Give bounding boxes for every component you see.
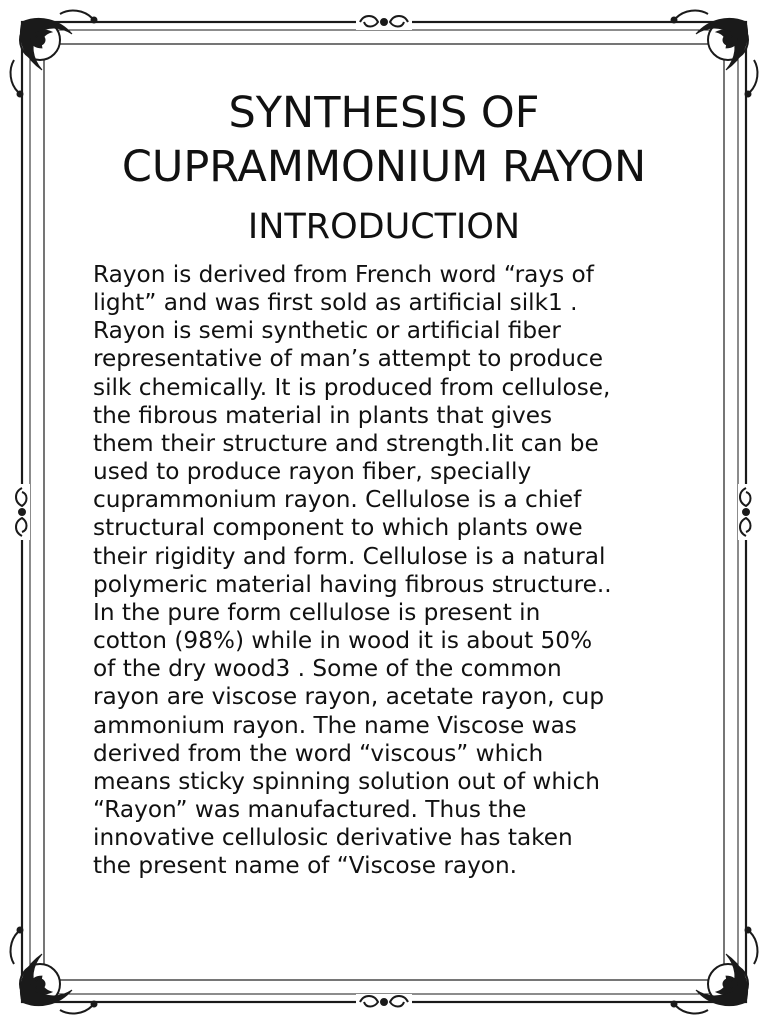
text-line: structural component to which plants owe: [93, 514, 583, 542]
edge-ornament-left: [14, 484, 30, 540]
text-line: polymeric material having fibrous structure..: [93, 570, 612, 598]
edge-ornament-right: [738, 484, 754, 540]
text-line: the present name of “Viscose rayon.: [93, 852, 518, 880]
text-line: them their structure and strength.Iit can be: [93, 429, 599, 457]
text-line: light” and was first sold as artificial silk1 .: [93, 289, 578, 317]
corner-ornament-top-left: [11, 11, 97, 97]
text-line: the fibrous material in plants that gives: [93, 401, 553, 429]
corner-ornament-bottom-left: [11, 927, 97, 1013]
text-line: ammonium rayon. The name Viscose was: [93, 711, 577, 739]
text-line: Rayon is derived from French word “rays of: [93, 261, 594, 288]
corner-ornament-top-right: [671, 11, 757, 97]
text-line: of the dry wood3 . Some of the common: [93, 655, 562, 683]
text-line: “Rayon” was manufactured. Thus the: [93, 795, 527, 823]
text-line: innovative cellulosic derivative has taken: [93, 824, 573, 852]
text-line: In the pure form cellulose is present in: [93, 598, 541, 626]
text-line: derived from the word “viscous” which: [93, 739, 544, 767]
text-line: silk chemically. It is produced from cellulose,: [93, 373, 611, 401]
text-line: cotton (98%) while in wood it is about 50%: [93, 627, 593, 655]
text-line: representative of man’s attempt to produce: [93, 345, 603, 373]
text-line: their rigidity and form. Cellulose is a natural: [93, 542, 606, 570]
title-line: SYNTHESIS OF: [228, 88, 540, 138]
body-paragraph: [93, 261, 693, 880]
edge-ornament-bottom: [356, 994, 412, 1010]
text-line: used to produce rayon fiber, specially: [93, 458, 532, 486]
text-line: Rayon is semi synthetic or artificial fiber: [93, 317, 561, 345]
section-heading: INTRODUCTION: [247, 207, 521, 247]
text-line: means sticky spinning solution out of which: [93, 767, 600, 795]
edge-ornament-top: [356, 14, 412, 30]
title-line: CUPRAMMONIUM RAYON: [121, 142, 647, 192]
corner-ornament-bottom-right: [671, 927, 757, 1013]
document-title: [60, 86, 708, 194]
text-line: cuprammonium rayon. Cellulose is a chief: [93, 486, 582, 514]
text-line: rayon are viscose rayon, acetate rayon, cup: [93, 683, 605, 711]
